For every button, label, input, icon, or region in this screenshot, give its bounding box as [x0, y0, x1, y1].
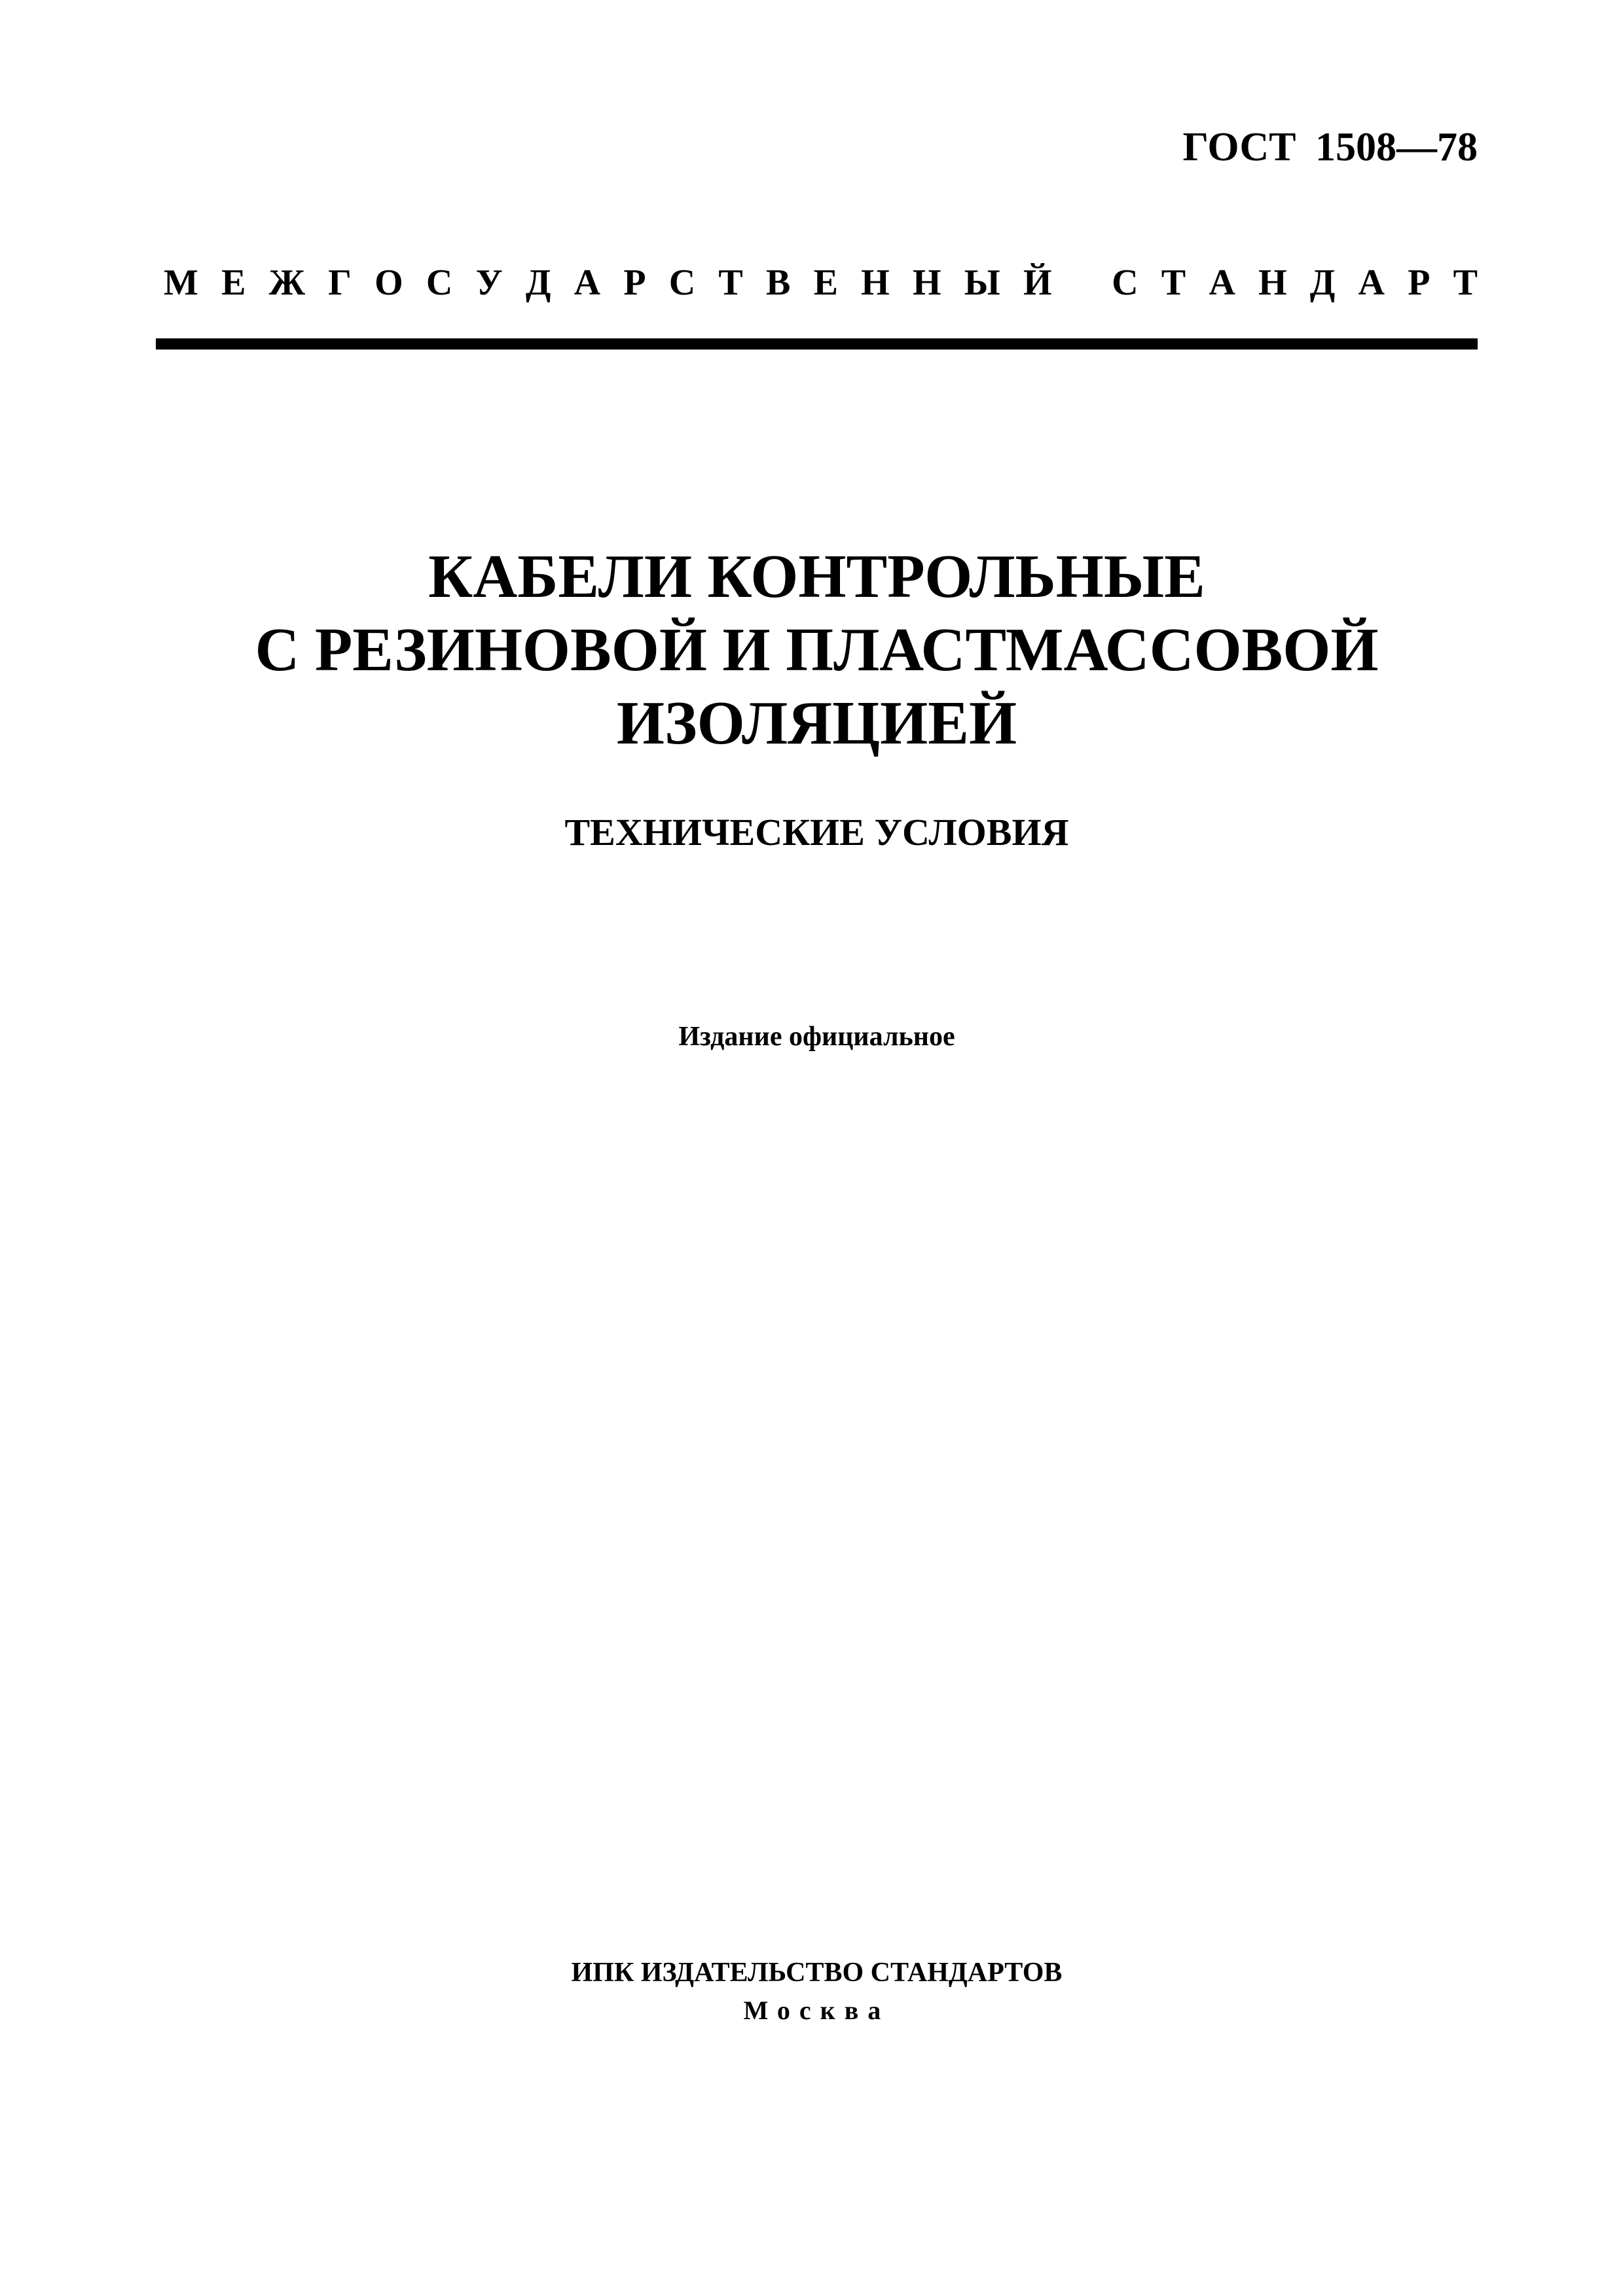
- title-line-2: С РЕЗИНОВОЙ И ПЛАСТМАССОВОЙ: [255, 616, 1379, 684]
- edition-note: Издание официальное: [678, 1022, 955, 1052]
- standard-type-word-2: С Т А Н Д А Р Т: [1112, 262, 1478, 303]
- header-divider: [156, 338, 1478, 350]
- title-line-3: ИЗОЛЯЦИЕЙ: [616, 689, 1017, 757]
- document-number: ГОСТ 1508—78: [1182, 125, 1478, 170]
- title-line-1: КАБЕЛИ КОНТРОЛЬНЫЕ: [428, 543, 1205, 611]
- document-title: [156, 540, 1478, 760]
- standard-type-word-1: М Е Ж Г О С У Д А Р С Т В Е Н Н Ы Й: [164, 262, 1052, 303]
- document-subtitle: ТЕХНИЧЕСКИЕ УСЛОВИЯ: [564, 811, 1069, 853]
- publisher-name: ИПК ИЗДАТЕЛЬСТВО СТАНДАРТОВ: [571, 1958, 1063, 1988]
- standard-type-heading: [164, 262, 1478, 304]
- publisher-city: Москва: [743, 1996, 890, 2025]
